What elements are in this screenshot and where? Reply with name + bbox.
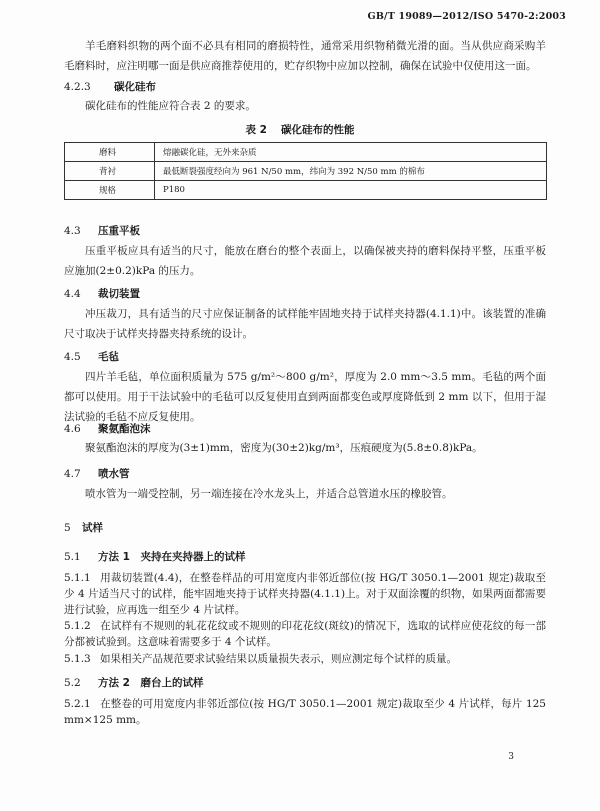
table-caption-title: 碳化硅布的性能: [280, 124, 355, 136]
section-4-7-body: 喷水管为一端受控制，另一端连接在冷水龙头上，并适合总管道水压的橡胶管。: [85, 488, 453, 500]
section-5-heading: [64, 520, 103, 535]
section-number: 5.2: [64, 677, 81, 689]
table-row: [65, 143, 547, 162]
clause-5-2-1: [64, 696, 546, 728]
section-number: 5: [64, 522, 71, 534]
table-row: [65, 162, 547, 181]
section-4-2-3-body: 碳化硅布的性能应符合表 2 的要求。: [85, 100, 256, 112]
table-cell-value: 熔融碳化硅，无外来杂质: [155, 143, 547, 162]
section-title: 碳化硅布: [114, 81, 156, 93]
section-title: 喷水管: [98, 468, 130, 480]
section-number: 4.4: [64, 288, 81, 300]
section-4-5-heading: [64, 349, 119, 364]
table-cell-value: 最低断裂强度经向为 961 N/50 mm，纬向为 392 N/50 mm 的棉布: [155, 162, 547, 181]
section-4-3-heading: [64, 223, 140, 238]
table-row: [65, 181, 547, 200]
section-4-4-heading: [64, 286, 140, 301]
section-title: 方法 1 夹持在夹持器上的试样: [98, 551, 246, 563]
clause-number: 5.2.1: [64, 698, 91, 710]
section-5-1-heading: [64, 549, 245, 564]
section-4-3-body: 压重平板应具有适当的尺寸，能放在磨台的整个表面上，以确保被夹持的磨料保持平整，压重平板应施加(2±0.2)kPa 的压力。: [64, 245, 546, 277]
clause-number: 5.1.3: [64, 653, 91, 665]
section-4-7-heading: [64, 466, 130, 481]
clause-text: 在试样有不规则的轧花花纹或不规则的印花花纹(斑纹)的情况下，选取的试样应使花纹的每一部分都被试验到。这意味着需要多于 4 个试样。: [64, 620, 546, 648]
standard-code-header: GB/T 19089—2012/ISO 5470-2:2003: [367, 11, 566, 22]
section-4-5-body: 四片羊毛毡，单位面积质量为 575 g/m²～800 g/m²，厚度为 2.0 mm～3.5 mm。毛毡的两个面都可以使用。用于干法试验中的毛毡可以反复使用直到两面都变色或厚度降低到 2 mm 以下，但用于湿法试验的毛毡不应反复使用。: [64, 371, 546, 423]
table-cell-label: 背衬: [65, 162, 155, 181]
clause-number: 5.1.2: [64, 620, 91, 632]
section-title: 压重平板: [98, 225, 140, 237]
table-cell-label: 磨料: [65, 143, 155, 162]
clause-text: 在整卷的可用宽度内非邻近部位(按 HG/T 3050.1—2001 规定)裁取至少 4 片试样，每片 125 mm×125 mm。: [64, 698, 546, 726]
table-cell-value: P180: [155, 181, 547, 200]
table-cell-label: 规格: [65, 181, 155, 200]
section-number: 4.3: [64, 225, 81, 237]
section-title: 试样: [82, 522, 103, 534]
section-number: 5.1: [64, 551, 81, 563]
section-number: 4.7: [64, 468, 81, 480]
section-number: 4.5: [64, 351, 81, 363]
table-caption-number: 表 2: [245, 124, 267, 136]
section-title: 方法 2 磨台上的试样: [98, 677, 204, 689]
section-title: 裁切装置: [98, 288, 140, 300]
clause-text: 用裁切装置(4.4)，在整卷样品的可用宽度内非邻近部位(按 HG/T 3050.1—2001 规定)裁取至少 4 片适当尺寸的试样，能牢固地夹持于试样夹持器(4.1.1)上。对于双面涂覆的织物，如果两面都需要进行试验，应再选一组至少 4 片试样。: [64, 572, 546, 616]
section-4-2-3-heading: [64, 79, 156, 94]
clause-5-1-2: [64, 618, 546, 650]
section-4-4-body: 冲压裁刀，具有适当的尺寸应保证制备的试样能牢固地夹持于试样夹持器(4.1.1)中。该装置的准确尺寸取决于试样夹持器夹持系统的设计。: [64, 308, 546, 340]
clause-5-1-1: [64, 570, 546, 618]
clause-text: 如果相关产品规范要求试验结果以质量损失表示，则应测定每个试样的质量。: [100, 653, 457, 665]
section-title: 聚氨酯泡沫: [98, 423, 151, 435]
page-number: 3: [508, 752, 514, 762]
table-2-caption: [0, 122, 600, 137]
clause-number: 5.1.1: [64, 572, 91, 584]
section-4-6-body: 聚氨酯泡沫的厚度为(3±1)mm，密度为(30±2)kg/m³，压痕硬度为(5.8±0.8)kPa。: [85, 442, 483, 454]
section-number: 4.2.3: [64, 81, 91, 93]
clause-5-1-3: [64, 651, 546, 667]
intro-paragraph: 羊毛磨料织物的两个面不必具有相同的磨损特性，通常采用织物稍微光滑的面。当从供应商采购羊毛磨料时，应注明哪一面是供应商推荐使用的，贮存织物中应加以控制，确保在试验中仅使用这一面。: [64, 40, 546, 72]
section-5-2-heading: [64, 675, 203, 690]
section-4-6-heading: [64, 421, 151, 436]
silicon-carbide-properties-table: [64, 142, 547, 200]
section-title: 毛毡: [98, 351, 119, 363]
section-number: 4.6: [64, 423, 81, 435]
